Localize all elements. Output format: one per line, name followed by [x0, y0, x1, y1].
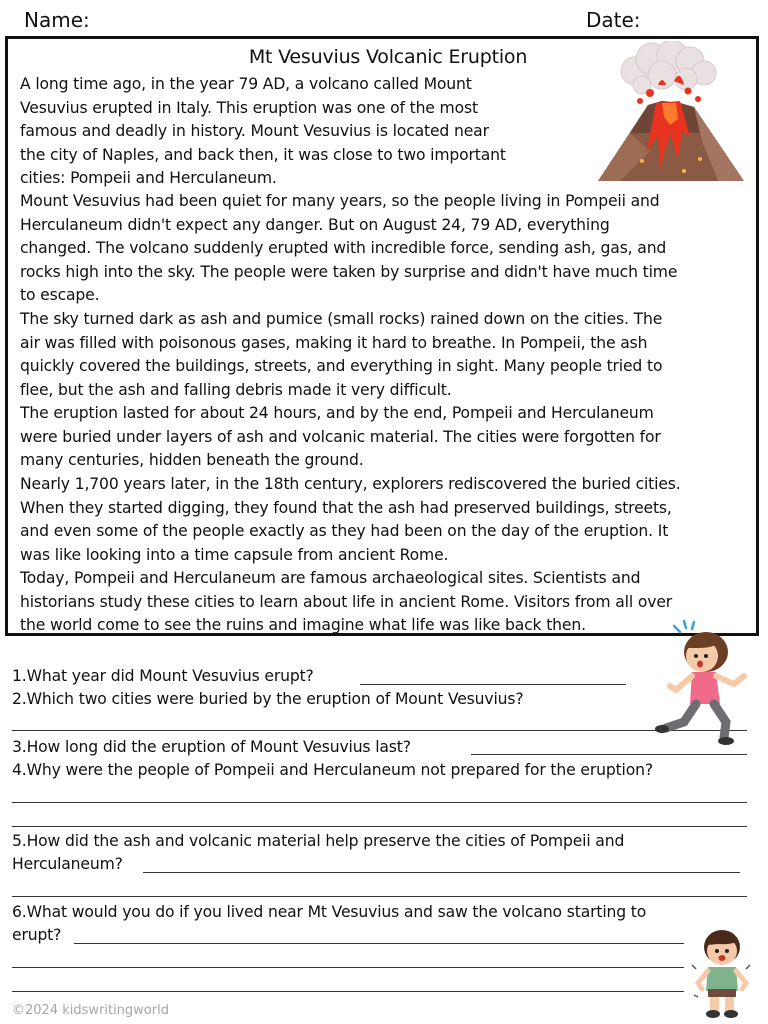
answer-line-3[interactable]	[471, 754, 747, 755]
question-3: 3.How long did the eruption of Mount Vesuvius last?	[12, 738, 411, 756]
running-child-illustration	[636, 618, 764, 748]
question-1: 1.What year did Mount Vesuvius erupt?	[12, 667, 314, 685]
question-5-continued: Herculaneum?	[12, 855, 123, 873]
paragraph-5: Nearly 1,700 years later, in the 18th century, explorers rediscovered the buried cities. When they started digging, they found that the ash had preserved buildings, streets, and even some of the people exactly as they had been on the day of the eruption. It was like looking into a time capsule from ancient Rome.	[20, 475, 681, 564]
paragraph-4: The eruption lasted for about 24 hours, and by the end, Pompeii and Herculaneum were buried under layers of ash and volcanic material. The cities were forgotten for many centuries, hidden beneath the ground.	[20, 404, 661, 469]
question-2: 2.Which two cities were buried by the eruption of Mount Vesuvius?	[12, 690, 524, 708]
worksheet-header	[0, 6, 768, 36]
scared-child-illustration	[688, 925, 756, 1021]
answer-line-4a[interactable]	[12, 802, 747, 803]
answer-line-5a[interactable]	[143, 872, 740, 873]
paragraph-6: Today, Pompeii and Herculaneum are famous archaeological sites. Scientists and historians study these cities to learn about life in ancient Rome. Visitors from all over the world come to see the ruins and imagine what life was like back then.	[20, 569, 673, 634]
answer-line-6c[interactable]	[12, 991, 684, 992]
copyright-footer: ©2024 kidswritingworld	[12, 1003, 169, 1018]
answer-line-1[interactable]	[360, 684, 626, 685]
answer-line-6b[interactable]	[12, 967, 684, 968]
question-5: 5.How did the ash and volcanic material help preserve the cities of Pompeii and	[12, 832, 625, 850]
answer-line-5b[interactable]	[12, 896, 747, 897]
answer-line-4b[interactable]	[12, 826, 747, 827]
volcano-illustration	[590, 41, 750, 191]
paragraph-1: A long time ago, in the year 79 AD, a volcano called Mount Vesuvius erupted in Italy. This eruption was one of the most famous and deadly in history. Mount Vesuvius is located near the city of Naples, and back then, it was close to two important cities: Pompeii and Herculaneum.	[20, 75, 506, 187]
date-label: Date:	[586, 8, 641, 32]
paragraph-3: The sky turned dark as ash and pumice (small rocks) rained down on the cities. The air was filled with poisonous gases, making it hard to breathe. In Pompeii, the ash quickly covered the buildings, streets, and everything in sight. Many people tried to flee, but the ash and falling debris made it very difficult.	[20, 310, 663, 399]
reading-passage-box	[5, 36, 759, 636]
paragraph-2: Mount Vesuvius had been quiet for many years, so the people living in Pompeii and Herculaneum didn't expect any danger. But on August 24, 79 AD, everything changed. The volcano suddenly erupted with incredible force, sending ash, gas, and rocks high into the sky. The people were taken by surprise and didn't have much time to escape.	[20, 192, 678, 304]
question-6: 6.What would you do if you lived near Mt Vesuvius and saw the volcano starting to	[12, 903, 647, 921]
passage-title: Mt Vesuvius Volcanic Eruption	[248, 46, 528, 68]
answer-line-6a[interactable]	[74, 943, 684, 944]
question-4: 4.Why were the people of Pompeii and Herculaneum not prepared for the eruption?	[12, 761, 653, 779]
name-label: Name:	[24, 8, 90, 32]
question-6-continued: erupt?	[12, 926, 62, 944]
